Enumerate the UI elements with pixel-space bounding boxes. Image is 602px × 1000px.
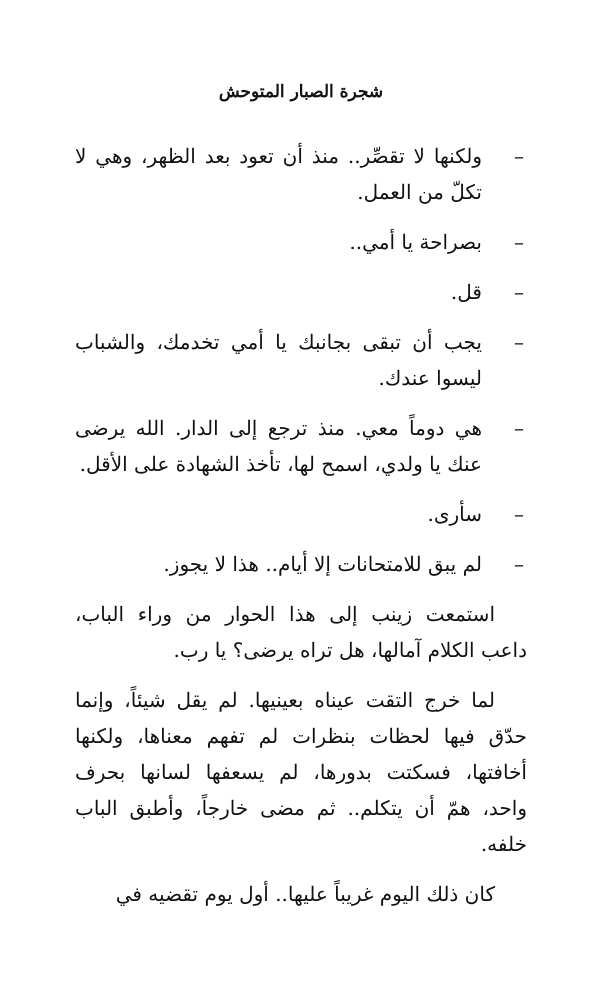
dialogue-line [75,410,527,482]
dialogue-line [75,496,527,532]
dialogue-text: بصراحة يا أمي.. [349,230,482,254]
dialogue-text: سأرى. [427,502,482,526]
dialogue-dash: – [514,230,524,254]
dialogue-line [75,324,527,396]
page-body [75,138,527,926]
dialogue-line [75,546,527,582]
dialogue-text: لم يبق للامتحانات إلا أيام.. هذا لا يجوز. [163,552,482,576]
dialogue-dash: – [514,280,524,304]
dialogue-line [75,224,527,260]
dialogue-line [75,274,527,310]
dialogue-dash: – [514,330,524,354]
narrative-paragraph: لما خرج التقت عيناه بعينيها. لم يقل شيئاً، وإنما حدّق فيها لحظات بنظرات لم تفهم معناها، ولكنها أخافتها، فسكتت بدورها، لم يسعفها لسانها بحرف واحد، همّ أن يتكلم.. ثم مضى خارجاً، وأطبق الباب خلفه. [75,688,527,856]
dialogue-text: هي دوماً معي. منذ ترجع إلى الدار. الله يرضى عنك يا ولدي، اسمح لها، تأخذ الشهادة على الأقل. [75,416,482,476]
dialogue-dash: – [514,552,524,576]
dialogue-dash: – [514,502,524,526]
dialogue-text: قل. [450,280,482,304]
dialogue-dash: – [514,416,524,440]
narrative-paragraph: كان ذلك اليوم غريباً عليها.. أول يوم تقضيه في [115,882,495,906]
dialogue-text: ولكنها لا تقصِّر.. منذ أن تعود بعد الظهر، وهي لا تكلّ من العمل. [75,144,482,204]
narrative-paragraph: استمعت زينب إلى هذا الحوار من وراء الباب، داعب الكلام آمالها، هل تراه يرضى؟ يا رب. [75,602,527,662]
dialogue-line [75,138,527,210]
dialogue-text: يجب أن تبقى بجانبك يا أمي تخدمك، والشباب ليسوا عندك. [75,330,482,390]
running-header-title: شجرة الصبار المتوحش [218,82,384,102]
dialogue-dash: – [514,144,524,168]
